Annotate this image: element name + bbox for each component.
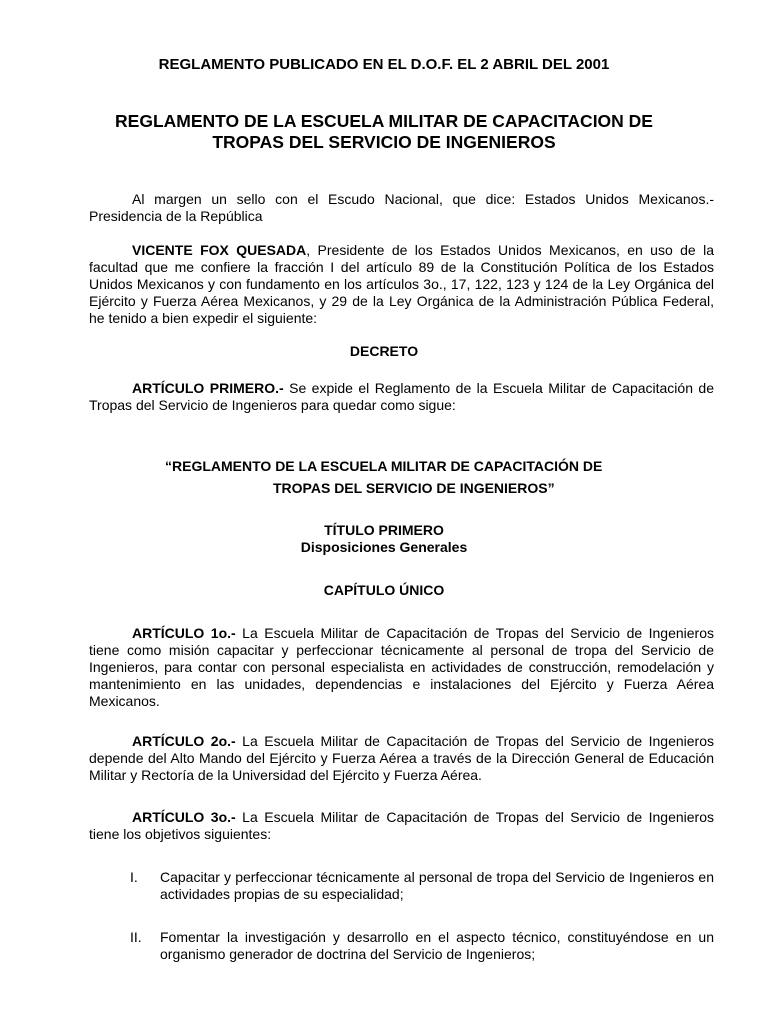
president-name: VICENTE FOX QUESADA — [132, 242, 307, 258]
titulo-subtitle: Disposiciones Generales — [300, 539, 468, 555]
article-2 — [89, 733, 714, 784]
publication-line: REGLAMENTO PUBLICADO EN EL D.O.F. EL 2 ABRIL DEL 2001 — [158, 56, 610, 73]
article-primero-text: Se expide el Reglamento de la Escuela Militar de Capacitación de Tropas del Servicio de Ingenieros para quedar como sigue: — [89, 380, 714, 413]
article-primero — [89, 380, 714, 414]
article-2-label: ARTÍCULO 2o.- — [132, 733, 236, 749]
article-3-label: ARTÍCULO 3o.- — [132, 809, 236, 825]
document-title-line-2: TROPAS DEL SERVICIO DE INGENIEROS — [212, 132, 556, 152]
article-1-label: ARTÍCULO 1o.- — [132, 625, 236, 641]
capitulo-heading: CAPÍTULO ÚNICO — [323, 582, 445, 598]
document-title — [0, 111, 768, 153]
article-1-text: La Escuela Militar de Capacitación de Tropas del Servicio de Ingenieros tiene como misión capacitar y perfeccionar técnicamente al personal de tropa del Servicio de Ingenieros, para contar con personal especialista en actividades de construcción, remodelación y mantenimiento en las unidades, dependencias e instalaciones del Ejército y Fuerza Aérea Mexicanos. — [89, 625, 714, 709]
article-2-text: La Escuela Militar de Capacitación de Tropas del Servicio de Ingenieros depende del Alto Mando del Ejército y Fuerza Aérea a través de la Dirección General de Educación Militar y Rectoría de la Universidad del Ejército y Fuerza Aérea. — [89, 733, 714, 783]
titulo-primero: TÍTULO PRIMERO — [324, 522, 444, 538]
president-paragraph — [89, 242, 714, 327]
article-3-text: La Escuela Militar de Capacitación de Tropas del Servicio de Ingenieros tiene los objetivos siguientes: — [89, 809, 714, 842]
president-text: , Presidente de los Estados Unidos Mexicanos, en uso de la facultad que me confiere la fracción I del artículo 89 de la Constitución Política de los Estados Unidos Mexicanos y con fundamento en los artículos 3o., 17, 122, 123 y 124 de la Ley Orgánica del Ejército y Fuerza Aérea Mexicanos, y 29 de la Ley Orgánica de la Administración Pública Federal, he tenido a bien expedir el siguiente: — [89, 242, 714, 326]
article-3 — [89, 809, 714, 843]
reglamento-title-line-1: “REGLAMENTO DE LA ESCUELA MILITAR DE CAPACITACIÓN DE — [165, 458, 603, 474]
list-item-text: Fomentar la investigación y desarrollo en el aspecto técnico, constituyéndose en un organismo generador de doctrina del Servicio de Ingenieros; — [160, 929, 714, 962]
list-item-number: II. — [130, 929, 142, 945]
article-1 — [89, 625, 714, 710]
document-title-line-1: REGLAMENTO DE LA ESCUELA MILITAR DE CAPACITACION DE — [115, 111, 653, 131]
article-primero-label: ARTÍCULO PRIMERO.- — [132, 380, 284, 396]
seal-paragraph: Al margen un sello con el Escudo Nacional, que dice: Estados Unidos Mexicanos.- Presidencia de la República — [89, 191, 714, 224]
reglamento-title-line-2: TROPAS DEL SERVICIO DE INGENIEROS” — [273, 480, 555, 496]
list-item-number: I. — [130, 869, 138, 885]
decree-heading: DECRETO — [349, 343, 419, 359]
titulo-heading — [0, 522, 768, 556]
list-item-text: Capacitar y perfeccionar técnicamente al personal de tropa del Servicio de Ingenieros en actividades propias de su especialidad; — [160, 869, 714, 902]
